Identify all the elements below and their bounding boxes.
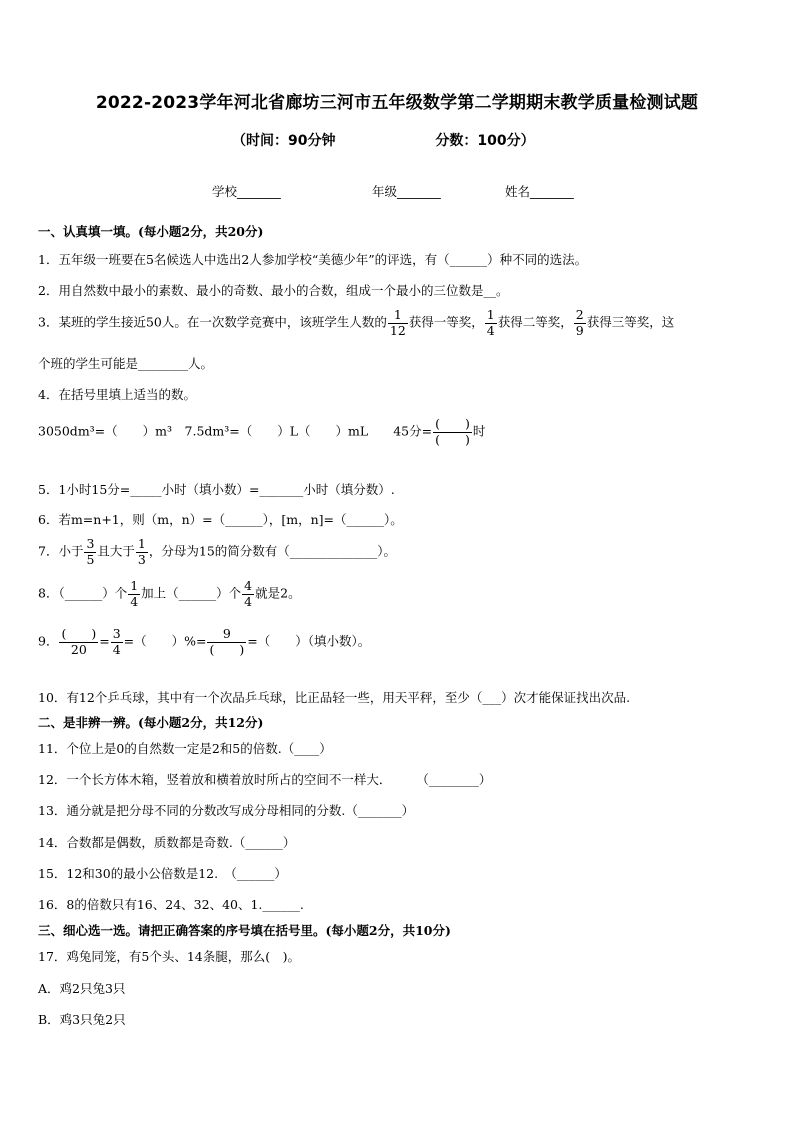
question-8 [38, 580, 301, 608]
option-b: B．鸡3只兔2只 [38, 1012, 126, 1027]
q8-fraction-1 [128, 580, 140, 608]
exam-time: （时间：90分钟 [232, 133, 336, 149]
denominator: 5 [86, 551, 95, 567]
numerator: 4 [244, 578, 253, 593]
denominator: 12 [389, 322, 406, 338]
q7-fraction-1 [84, 538, 96, 566]
question-12: 12．一个长方体木箱，竖着放和横着放时所占的空间不一样大． （________） [38, 772, 492, 787]
q3-text-b: 获得一等奖， [408, 314, 484, 330]
denominator: 9 [575, 322, 584, 338]
name-field: 姓名_______ [505, 184, 574, 199]
question-14: 14．合数都是偶数，质数都是奇数.（______） [38, 835, 296, 850]
denominator: 4 [130, 593, 139, 609]
q8-text-a: 8．（______）个 [38, 585, 128, 601]
section-2-heading: 二、是非辨一辨。(每小题2分，共12分) [38, 715, 264, 730]
numerator: ( ) [61, 626, 97, 641]
numerator: 9 [207, 628, 246, 643]
q4-fraction [433, 418, 472, 446]
denominator: 4 [112, 641, 121, 657]
q3-fraction-2 [485, 309, 497, 337]
question-6: 6．若m=n+1，则（m，n）=（______），[m，n]=（______）。 [38, 512, 403, 527]
section-1-heading: 一、认真填一填。(每小题2分，共20分) [38, 224, 264, 239]
q3-fraction-3 [574, 309, 586, 337]
question-9 [38, 628, 370, 656]
numerator: 1 [486, 307, 495, 322]
q7-text-b: 且大于 [97, 543, 135, 559]
q9-text-b: = [99, 633, 110, 649]
q8-text-c: 就是2。 [255, 585, 301, 601]
question-10: 10．有12个乒乓球，其中有一个次品乒乓球，比正品轻一些，用天平秤，至少（___）次才能保证找出次品. [38, 690, 631, 705]
q7-text-c: ，分母为15的简分数有（______________）。 [148, 543, 397, 559]
denominator: 20 [70, 641, 87, 657]
q3-text-d: 获得三等奖，这 [586, 314, 675, 330]
school-field: 学校_______ [212, 184, 281, 199]
option-a: A．鸡2只兔3只 [38, 981, 126, 996]
q7-fraction-2 [136, 538, 148, 566]
question-4-items [38, 418, 485, 446]
q9-fraction-2 [111, 628, 123, 656]
question-11: 11．个位上是0的自然数一定是2和5的倍数.（____） [38, 741, 332, 756]
q9-fraction-3 [207, 628, 246, 656]
q7-text-a: 7．小于 [38, 543, 84, 559]
numerator: 1 [388, 309, 408, 324]
denominator: ( ) [435, 431, 470, 447]
q3-text-c: 获得二等奖， [497, 314, 573, 330]
q9-text-d: =（ ）（填小数）。 [247, 633, 371, 649]
denominator: ( ) [209, 641, 245, 657]
question-4: 4．在括号里填上适当的数。 [38, 387, 196, 402]
q9-text-a: 9． [38, 633, 59, 649]
numerator: ( ) [435, 416, 470, 431]
question-5: 5．1小时15分=_____小时（填小数）=_______小时（填分数）. [38, 482, 395, 497]
exam-score: 分数：100分） [435, 133, 535, 149]
numerator: 1 [137, 536, 146, 551]
q9-fraction-1 [59, 628, 98, 656]
q4-text-c: 时 [472, 423, 486, 439]
denominator: 4 [486, 322, 495, 338]
q3-fraction-1 [388, 309, 408, 337]
question-3 [38, 309, 674, 337]
question-1: 1．五年级一班要在5名候选人中选出2人参加学校“美德少年”的评选，有（______）种不同的选法。 [38, 252, 588, 267]
denominator: 3 [137, 551, 146, 567]
q4-text-b: 3050dm³=（ ）m³ 7.5dm³=（ ）L（ ）mL 45分= [38, 423, 433, 439]
question-15: 15．12和30的最小公倍数是12. （______） [38, 866, 287, 881]
numerator: 3 [86, 536, 95, 551]
q3-text-a: 3．某班的学生接近50人。在一次数学竞赛中，该班学生人数的 [38, 314, 387, 330]
question-13: 13．通分就是把分母不同的分数改写成分母相同的分数.（_______） [38, 803, 415, 818]
numerator: 1 [130, 578, 139, 593]
exam-meta [232, 130, 535, 150]
question-3-continued: 个班的学生可能是________人。 [38, 356, 214, 371]
question-2: 2．用自然数中最小的素数、最小的奇数、最小的合数，组成一个最小的三位数是__。 [38, 283, 509, 298]
numerator: 2 [575, 307, 584, 322]
question-17: 17．鸡兔同笼，有5个头、14条腿，那么( )。 [38, 949, 301, 964]
denominator: 4 [244, 593, 253, 609]
numerator: 3 [112, 626, 121, 641]
section-3-heading: 三、细心选一选。请把正确答案的序号填在括号里。(每小题2分，共10分) [38, 923, 451, 938]
q9-text-c: =（ ）%= [123, 633, 207, 649]
question-7 [38, 538, 396, 566]
q8-fraction-2 [242, 580, 254, 608]
grade-field: 年级_______ [372, 184, 441, 199]
page-title: 2022-2023学年河北省廊坊三河市五年级数学第二学期期末教学质量检测试题 [95, 93, 699, 113]
question-16: 16．8的倍数只有16、24、32、40、1.______. [38, 897, 304, 912]
q8-text-b: 加上（______）个 [141, 585, 242, 601]
